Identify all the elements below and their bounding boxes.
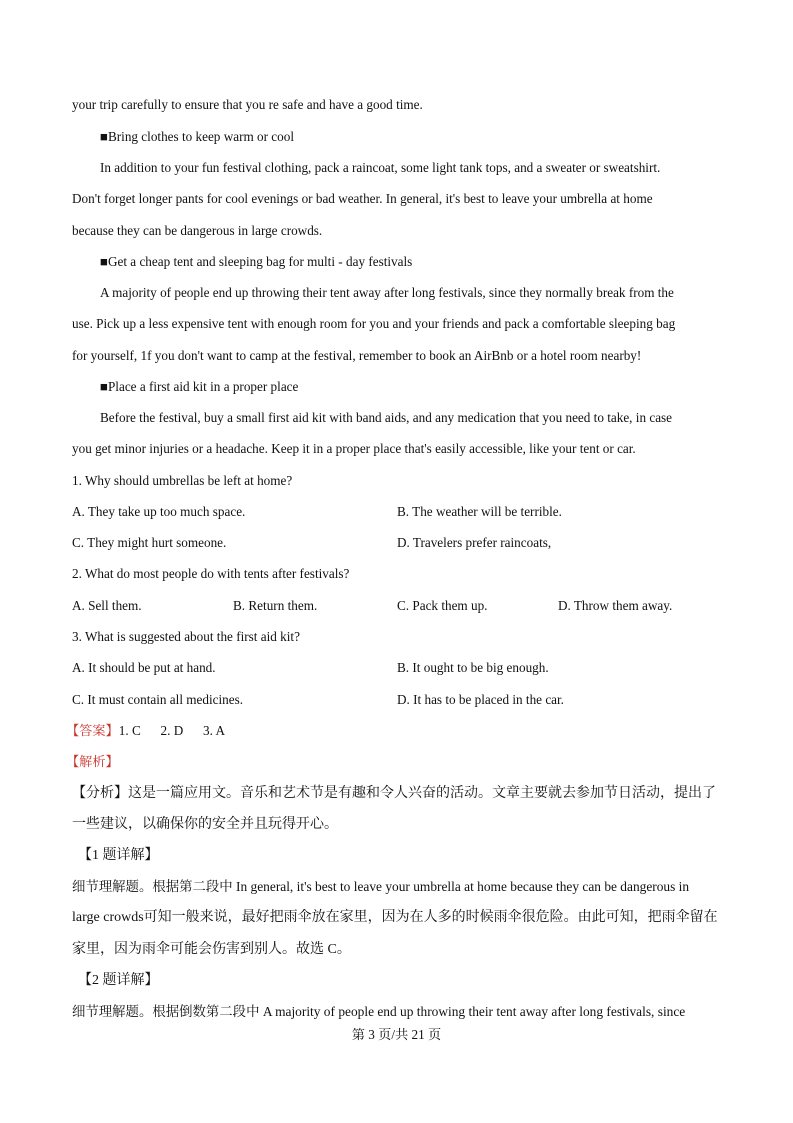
option-d: D. Travelers prefer raincoats, [397,535,552,550]
option-c: C. It must contain all medicines. [72,692,244,707]
analysis-tag: 【解析】 [66,754,119,769]
option-b: B. Return them. [233,598,318,613]
passage-line: Before the festival, buy a small first aid kit with band aids, and any medication that you need to take, in case [100,410,673,425]
question-stem-1: 1. Why should umbrellas be left at home? [72,473,293,488]
option-b: B. It ought to be big enough. [397,660,549,675]
option-d: D. It has to be placed in the car. [397,692,564,707]
option-c: C. Pack them up. [397,598,488,613]
question-2-options-row [72,596,721,616]
q1-detail-line: 细节理解题。根据第二段中 In general, it's best to leave your umbrella at home because they can be dangerous in [72,879,690,894]
section-heading-tent: ■Get a cheap tent and sleeping bag for multi - day festivals [100,254,413,269]
question-3-options-row-2 [72,690,721,710]
answer-values: 1. C 2. D 3. A [118,723,225,738]
passage-line: you get minor injuries or a headache. Keep it in a proper place that's easily accessible, like your tent or car. [72,441,636,456]
passage-line: for yourself, 1f you don't want to camp at the festival, remember to book an AirBnb or a hotel room nearby! [72,348,642,363]
q1-detail-line: 家里，因为雨伞可能会伤害到别人。故选 C。 [72,942,351,957]
section-heading-firstaid: ■Place a first aid kit in a proper place [100,379,299,394]
option-c: C. They might hurt someone. [72,535,227,550]
option-d: D. Throw them away. [558,598,673,613]
option-a: A. It should be put at hand. [72,660,216,675]
section-heading-clothes: ■Bring clothes to keep warm or cool [100,129,295,144]
question-3-options-row-1 [72,658,721,678]
page-indicator: 第 3 页/共 21 页 [351,1027,442,1042]
answer-line [66,721,721,741]
q2-detail-line: 细节理解题。根据倒数第二段中 A majority of people end up throwing their tent away after long festivals, since [72,1004,686,1019]
question-1-options-row-1 [72,502,721,522]
analysis-summary-line: 一些建议，以确保你的安全并且玩得开心。 [72,817,338,832]
analysis-summary-line: 【分析】这是一篇应用文。音乐和艺术节是有趣和令人兴奋的活动。文章主要就去参加节日活动，提出了 [72,786,716,801]
option-a: A. They take up too much space. [72,504,246,519]
q1-detail-title: 【1 题详解】 [78,848,159,863]
passage-line: because they can be dangerous in large crowds. [72,223,323,238]
q2-detail-title: 【2 题详解】 [78,973,159,988]
question-stem-2: 2. What do most people do with tents after festivals? [72,566,350,581]
q1-detail-line: large crowds可知一般来说，最好把雨伞放在家里，因为在人多的时候雨伞很危险。由此可知，把雨伞留在 [72,910,718,925]
passage-line: In addition to your fun festival clothing, pack a raincoat, some light tank tops, and a sweater or sweatshirt. [100,160,661,175]
passage-line: your trip carefully to ensure that you re safe and have a good time. [72,97,423,112]
passage-line: Don't forget longer pants for cool evenings or bad weather. In general, it's best to leave your umbrella at home [72,191,653,206]
option-a: A. Sell them. [72,598,142,613]
answer-tag: 【答案】 [66,723,119,738]
question-stem-3: 3. What is suggested about the first aid kit? [72,629,300,644]
passage-line: use. Pick up a less expensive tent with enough room for you and your friends and pack a comfortable sleeping bag [72,316,676,331]
question-1-options-row-2 [72,533,721,553]
option-b: B. The weather will be terrible. [397,504,562,519]
passage-line: A majority of people end up throwing their tent away after long festivals, since they normally break from the [100,285,674,300]
